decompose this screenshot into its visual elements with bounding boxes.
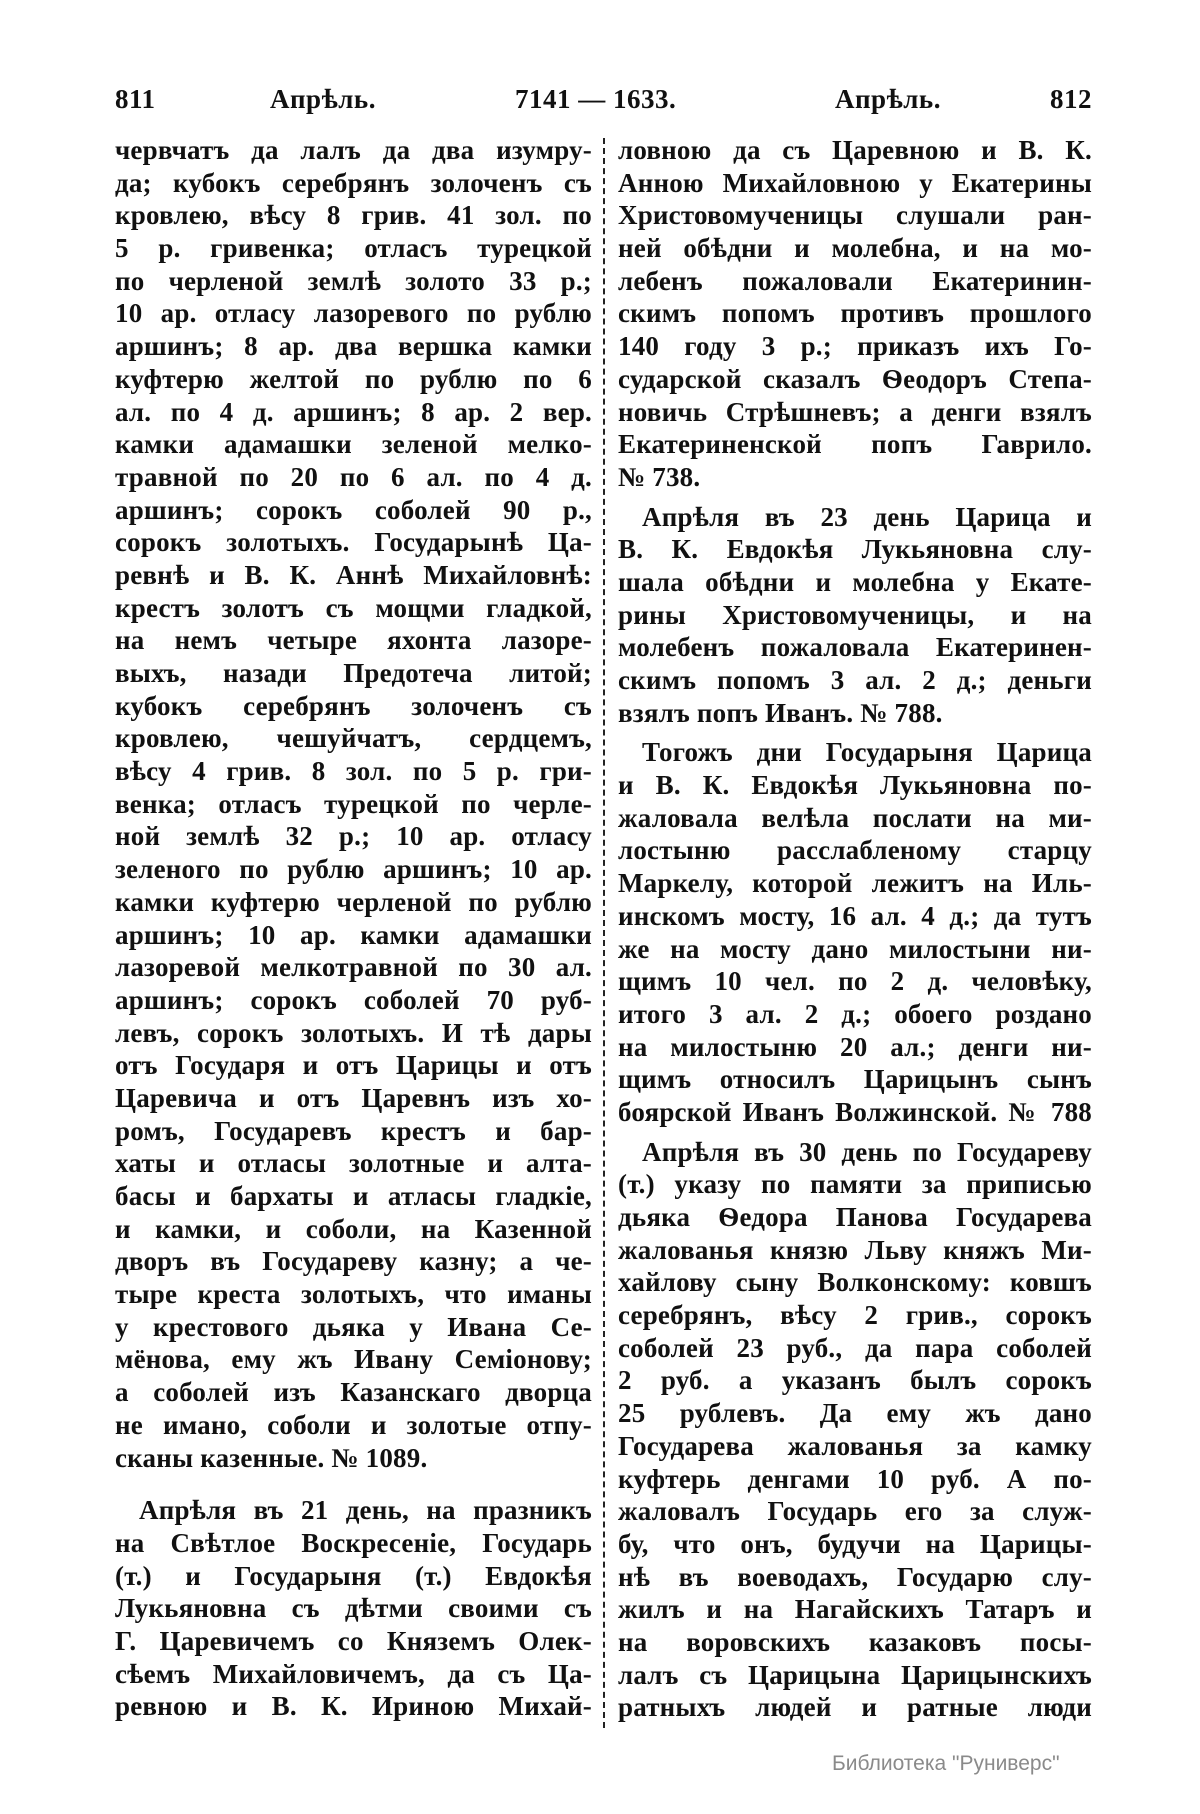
text-line: (т.) указу по памяти за приписью (618, 1169, 1092, 1200)
text-line: щимъ относилъ Царицынъ сынъ (618, 1064, 1092, 1095)
text-line: левъ, сорокъ золотыхъ. И тѣ дары (115, 1017, 592, 1048)
text-line: куфтерь денгами 10 руб. А по- (618, 1463, 1092, 1494)
text-line: и В. К. Евдокѣя Лукьяновна по- (618, 770, 1092, 801)
text-line: травной по 20 по 6 ал. по 4 д. (115, 461, 592, 492)
running-head-month-right: Апрѣль. (835, 84, 941, 114)
running-head-month-left: Апрѣль. (270, 84, 376, 114)
text-line: ной землѣ 32 р.; 10 ар. отласу (115, 821, 592, 852)
text-line: отъ Государя и отъ Царицы и отъ (115, 1050, 592, 1081)
text-line: боярской Иванъ Волжинской. № 788 (618, 1096, 1092, 1127)
text-line: аршинъ; сорокъ соболей 90 р., (115, 494, 592, 525)
library-watermark: Библиотека "Руниверс" (832, 1752, 1060, 1775)
text-line: Тогожъ дни Государыня Царица (642, 737, 1092, 768)
text-line: рины Христовомученицы, и на (618, 599, 1092, 630)
text-line: Апрѣля въ 30 день по Государеву (642, 1136, 1092, 1167)
text-line: В. К. Евдокѣя Лукьяновна слу- (618, 534, 1092, 565)
column-divider (603, 138, 605, 1728)
text-line: скимъ попомъ противъ прошлого (618, 298, 1092, 329)
text-line: жаловала велѣла послати на ми- (618, 802, 1092, 833)
text-line: 140 году 3 р.; приказъ ихъ Го- (618, 331, 1092, 362)
text-line: кровлею, вѣсу 8 грив. 41 зол. по (115, 200, 592, 231)
text-line: выхъ, назади Предотеча литой; (115, 658, 592, 688)
text-line: зеленого по рублю аршинъ; 10 ар. (115, 854, 592, 885)
text-line: итого 3 ал. 2 д.; обоего роздано (618, 998, 1092, 1029)
text-line: хайлову сыну Волконскому: ковшъ (618, 1267, 1092, 1298)
text-line: жилъ и на Нагайскихъ Татаръ и (618, 1594, 1092, 1625)
text-line: дворъ въ Государеву казну; а че- (115, 1246, 592, 1277)
text-line: аршинъ; 8 ар. два вершка камки (115, 331, 592, 362)
text-line: на немъ четыре яхонта лазоре- (115, 625, 592, 656)
text-line: ратныхъ людей и ратные люди (618, 1692, 1092, 1723)
text-line: Апрѣля въ 23 день Царица и (642, 501, 1092, 532)
text-line: новичь Стрѣшневъ; а денги взялъ (618, 396, 1092, 427)
text-line: 25 рублевъ. Да ему жъ дано (618, 1398, 1092, 1429)
right-column (618, 134, 1092, 1724)
text-line: молебенъ пожаловала Екатеринен- (618, 632, 1092, 663)
text-line: скимъ попомъ 3 ал. 2 д.; деньги (618, 665, 1092, 695)
text-line: камки адамашки зеленой мелко- (115, 429, 592, 460)
text-line: № 738. (618, 461, 701, 492)
text-line: 10 ар. отласу лазоревого по рублю (115, 298, 592, 329)
text-line: лалъ съ Царицына Царицынскихъ (618, 1659, 1092, 1690)
text-line: жалованья князю Льву княжъ Ми- (618, 1234, 1092, 1265)
text-line: соболей 23 руб., да пара соболей (618, 1332, 1092, 1363)
text-line: нѣ въ воеводахъ, Государю слу- (618, 1561, 1092, 1592)
text-line: у крестового дьяка у Ивана Се- (115, 1311, 592, 1342)
text-line: по черленой землѣ золото 33 р.; (115, 265, 592, 296)
text-line: инскомъ мосту, 16 ал. 4 д.; да тутъ (618, 900, 1092, 931)
text-line: кубокъ серебрянъ золоченъ съ (115, 690, 592, 721)
page-number-left: 811 (115, 84, 156, 114)
text-line: Анною Михайловною у Екатерины (618, 167, 1092, 198)
text-line: серебрянъ, вѣсу 2 грив., сорокъ (618, 1300, 1092, 1331)
text-line: сударской сказалъ Ѳеодоръ Степа- (618, 363, 1092, 394)
text-line: ал. по 4 д. аршинъ; 8 ар. 2 вер. (115, 396, 592, 427)
text-line: камки куфтерю черленой по рублю (115, 886, 592, 917)
text-line: Лукьяновна съ дѣтми своими съ (115, 1593, 592, 1624)
text-line: кровлею, чешуйчатъ, сердцемъ, (115, 723, 592, 754)
text-line: Государева жалованья за камку (618, 1430, 1092, 1461)
text-line: сорокъ золотыхъ. Государынѣ Ца- (115, 527, 592, 558)
text-line: 2 руб. а указанъ былъ сорокъ (618, 1365, 1092, 1396)
left-column (115, 134, 592, 1723)
text-line: мёнова, ему жъ Ивану Семіонову; (115, 1344, 592, 1375)
text-line: да; кубокъ серебрянъ золоченъ съ (115, 167, 592, 198)
text-line: лостыню расслабленому старцу (618, 835, 1092, 866)
text-line: щимъ 10 чел. по 2 д. человѣку, (618, 966, 1092, 997)
text-line: Маркелу, которой лежитъ на Иль- (618, 868, 1092, 899)
text-line: Царевича и отъ Царевнъ изъ хо- (115, 1082, 592, 1113)
text-line: не имано, соболи и золотые отпу- (115, 1409, 592, 1440)
text-line: басы и бархаты и атласы гладкіе, (115, 1181, 592, 1211)
text-line: вѣсу 4 грив. 8 зол. по 5 р. гри- (115, 756, 592, 787)
text-line: ревною и В. К. Ириною Михай- (115, 1691, 592, 1722)
text-line: червчатъ да лалъ да два изумру- (115, 135, 592, 165)
text-line: сканы казенные. № 1089. (115, 1442, 428, 1473)
text-line: (т.) и Государыня (т.) Евдокѣя (115, 1560, 592, 1591)
text-line: Апрѣля въ 21 день, на празникъ (139, 1495, 592, 1526)
text-line: ромъ, Государевъ крестъ и бар- (115, 1115, 592, 1146)
text-line: лазоревой мелкотравной по 30 ал. (115, 952, 592, 983)
text-line: ловною да съ Царевною и В. К. (618, 135, 1092, 165)
text-line: ревнѣ и В. К. Аннѣ Михайловнѣ: (115, 559, 592, 590)
text-line: лебенъ пожаловали Екатеринин- (618, 265, 1092, 296)
text-line: аршинъ; сорокъ соболей 70 руб- (115, 984, 592, 1015)
text-line: жаловалъ Государь его за служ- (618, 1496, 1092, 1527)
text-line: дьяка Ѳедора Панова Государева (618, 1202, 1092, 1232)
text-line: 5 р. гривенка; отласъ турецкой (115, 233, 592, 264)
text-line: Христовомученицы слушали ран- (618, 200, 1092, 231)
text-line: ней обѣдни и молебна, и на мо- (618, 233, 1092, 264)
text-line: же на мосту дано милостыни ни- (618, 933, 1092, 964)
text-line: тыре креста золотыхъ, что иманы (115, 1279, 592, 1310)
text-line: на милостыню 20 ал.; денги ни- (618, 1031, 1092, 1062)
running-head-years: 7141 — 1633. (515, 84, 677, 114)
text-line: Г. Царевичемъ со Княземъ Олек- (115, 1625, 592, 1656)
text-line: куфтерю желтой по рублю по 6 (115, 363, 592, 394)
text-line: на Свѣтлое Воскресеніе, Государь (115, 1527, 592, 1558)
text-line: бу, что онъ, будучи на Царицы- (618, 1528, 1092, 1559)
text-line: шала обѣдни и молебна у Екате- (618, 566, 1092, 597)
text-line: и камки, и соболи, на Казенной (115, 1213, 592, 1244)
text-line: Екатериненской попъ Гаврило. (618, 429, 1092, 460)
text-line: взялъ попъ Иванъ. № 788. (618, 697, 943, 728)
text-line: аршинъ; 10 ар. камки адамашки (115, 919, 592, 950)
text-line: а соболей изъ Казанскаго дворца (115, 1377, 592, 1408)
page-number-right: 812 (1050, 84, 1092, 114)
text-line: сѣемъ Михайловичемъ, да съ Ца- (115, 1658, 592, 1689)
text-line: на воровскихъ казаковъ посы- (618, 1626, 1092, 1657)
text-line: крестъ золотъ съ мощми гладкой, (115, 592, 592, 623)
text-line: хаты и отласы золотные и алта- (115, 1148, 592, 1179)
text-line: венка; отласъ турецкой по черле- (115, 788, 592, 819)
